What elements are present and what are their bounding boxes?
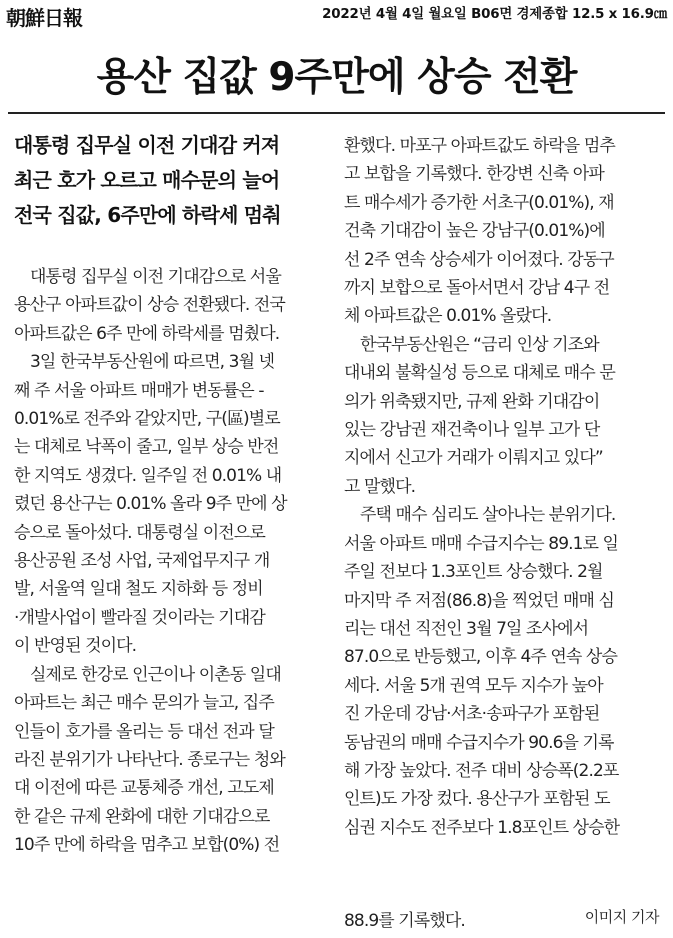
article-headline: 용산 집값 9주만에 상승 전환 bbox=[96, 55, 577, 100]
article-text-line: 째 주 서울 아파트 매매가 변동률은 - bbox=[14, 380, 264, 401]
article-text-line: 아파트값은 6주 만에 하락세를 멈췄다. bbox=[14, 323, 280, 344]
article-text-line: 주일 전보다 1.3포인트 상승했다. 2월 bbox=[344, 562, 603, 583]
byline: 이미지 기자 bbox=[584, 908, 659, 926]
article-text-line: 대내외 불확실성 등으로 대체로 매수 문 bbox=[344, 363, 615, 384]
article-text-line: 87.0으로 반등했고, 이후 4주 연속 상승 bbox=[344, 647, 617, 668]
newspaper-logo: 朝鮮日報 bbox=[6, 6, 82, 30]
article-text-line: 고 보합을 기록했다. 한강변 신축 아파 bbox=[344, 164, 604, 185]
article-text-line: 발, 서울역 일대 철도 지하화 등 정비 bbox=[14, 579, 263, 600]
publication-meta: 2022년 4월 4일 월요일 B06면 경제종합 12.5 x 16.9㎝ bbox=[322, 7, 667, 22]
article-text-line: 환했다. 마포구 아파트값도 하락을 멈추 bbox=[344, 136, 615, 156]
article-text-line: 의가 위축됐지만, 규제 완화 기대감이 bbox=[344, 391, 600, 412]
article-text-line: 대 이전에 따른 교통체증 개선, 고도제 bbox=[14, 778, 274, 799]
article-text-line: 주택 매수 심리도 살아나는 분위기다. bbox=[360, 505, 616, 526]
article-text-line: 진 가운데 강남·서초·송파구가 포함된 bbox=[344, 704, 600, 725]
article-text-line: 이 반영된 것이다. bbox=[14, 636, 137, 657]
article-text-line: 라진 분위기가 나타난다. 종로구는 청와 bbox=[14, 749, 285, 770]
subheadline bbox=[14, 128, 326, 233]
article-text-line: 렸던 용산구는 0.01% 올라 9주 만에 상 bbox=[14, 494, 287, 515]
article-text-line: 한국부동산원은 “금리 인상 기조와 bbox=[360, 334, 599, 355]
article-text-line: 선 2주 연속 상승세가 이어졌다. 강동구 bbox=[344, 249, 614, 270]
article-text-line: 서울 아파트 매매 수급지수는 89.1로 일 bbox=[344, 533, 619, 554]
article-text-line: 체 아파트값은 0.01% 올랐다. bbox=[344, 306, 552, 327]
article-text-line: 한 지역도 생겼다. 일주일 전 0.01% 내 bbox=[14, 465, 282, 486]
headline-divider bbox=[8, 112, 665, 114]
article-text-line: 지에서 신고가 거래가 이뤄지고 있다” bbox=[344, 448, 603, 469]
article-text-line: 한 같은 규제 완화에 대한 기대감으로 bbox=[14, 806, 270, 827]
article-text-line: 용산공원 조성 사업, 국제업무지구 개 bbox=[14, 551, 270, 572]
article-body-right bbox=[344, 132, 662, 842]
article-text-line: 마지막 주 저점(86.8)을 찍었던 매매 심 bbox=[344, 590, 615, 611]
article-text-line: 건축 기대감이 높은 강남구(0.01%)에 bbox=[344, 221, 605, 242]
article-text-line: 0.01%로 전주와 같았지만, 구(區)별로 bbox=[14, 409, 280, 430]
article-text-line: 심권 지수도 전주보다 1.8포인트 상승한 bbox=[344, 817, 620, 838]
article-text-line: 실제로 한강로 인근이나 이촌동 일대 bbox=[30, 664, 281, 685]
article-text-line: 동남권의 매매 수급지수가 90.6을 기록 bbox=[344, 732, 614, 753]
subheadline-line: 전국 집값, 6주만에 하락세 멈춰 bbox=[14, 203, 281, 227]
subheadline-line: 최근 호가 오르고 매수문의 늘어 bbox=[14, 168, 280, 192]
article-text-line: 트 매수세가 증가한 서초구(0.01%), 재 bbox=[344, 192, 614, 213]
article-text-line: 세다. 서울 5개 권역 모두 지수가 높아 bbox=[344, 675, 603, 696]
article-text-line: 10주 만에 하락을 멈추고 보합(0%) 전 bbox=[14, 835, 280, 856]
article-text-line: 아파트는 최근 매수 문의가 늘고, 집주 bbox=[14, 693, 274, 714]
article-last-line: 88.9를 기록했다. bbox=[344, 911, 465, 931]
subheadline-line: 대통령 집무실 이전 기대감 커져 bbox=[14, 133, 280, 157]
article-body-left bbox=[14, 263, 326, 860]
article-text-line: ·개발사업이 빨라질 것이라는 기대감 bbox=[14, 607, 265, 628]
article-text-line: 대통령 집무실 이전 기대감으로 서울 bbox=[30, 267, 281, 287]
article-column-right bbox=[344, 132, 662, 842]
article-text-line: 고 말했다. bbox=[344, 476, 416, 497]
article-text-line: 3일 한국부동산원에 따르면, 3월 넷 bbox=[30, 352, 275, 373]
article-text-line: 해 가장 높았다. 전주 대비 상승폭(2.2포 bbox=[344, 760, 619, 781]
article-text-line: 는 대체로 낙폭이 줄고, 일부 상승 반전 bbox=[14, 437, 279, 458]
masthead-bar bbox=[0, 0, 673, 30]
article-text-line: 리는 대선 직전인 3월 7일 조사에서 bbox=[344, 618, 589, 639]
article-text-line: 용산구 아파트값이 상승 전환됐다. 전국 bbox=[14, 295, 285, 316]
article-column-left bbox=[14, 128, 326, 860]
article-text-line: 승으로 돌아섰다. 대통령실 이전으로 bbox=[14, 522, 265, 543]
article-text-line: 인트)도 가장 컸다. 용산구가 포함된 도 bbox=[344, 789, 610, 810]
article-text-line: 인들이 호가를 올리는 등 대선 전과 달 bbox=[14, 721, 274, 742]
article-text-line: 까지 보합으로 돌아서면서 강남 4구 전 bbox=[344, 278, 610, 299]
article-text-line: 있는 강남권 재건축이나 일부 고가 단 bbox=[344, 420, 600, 441]
